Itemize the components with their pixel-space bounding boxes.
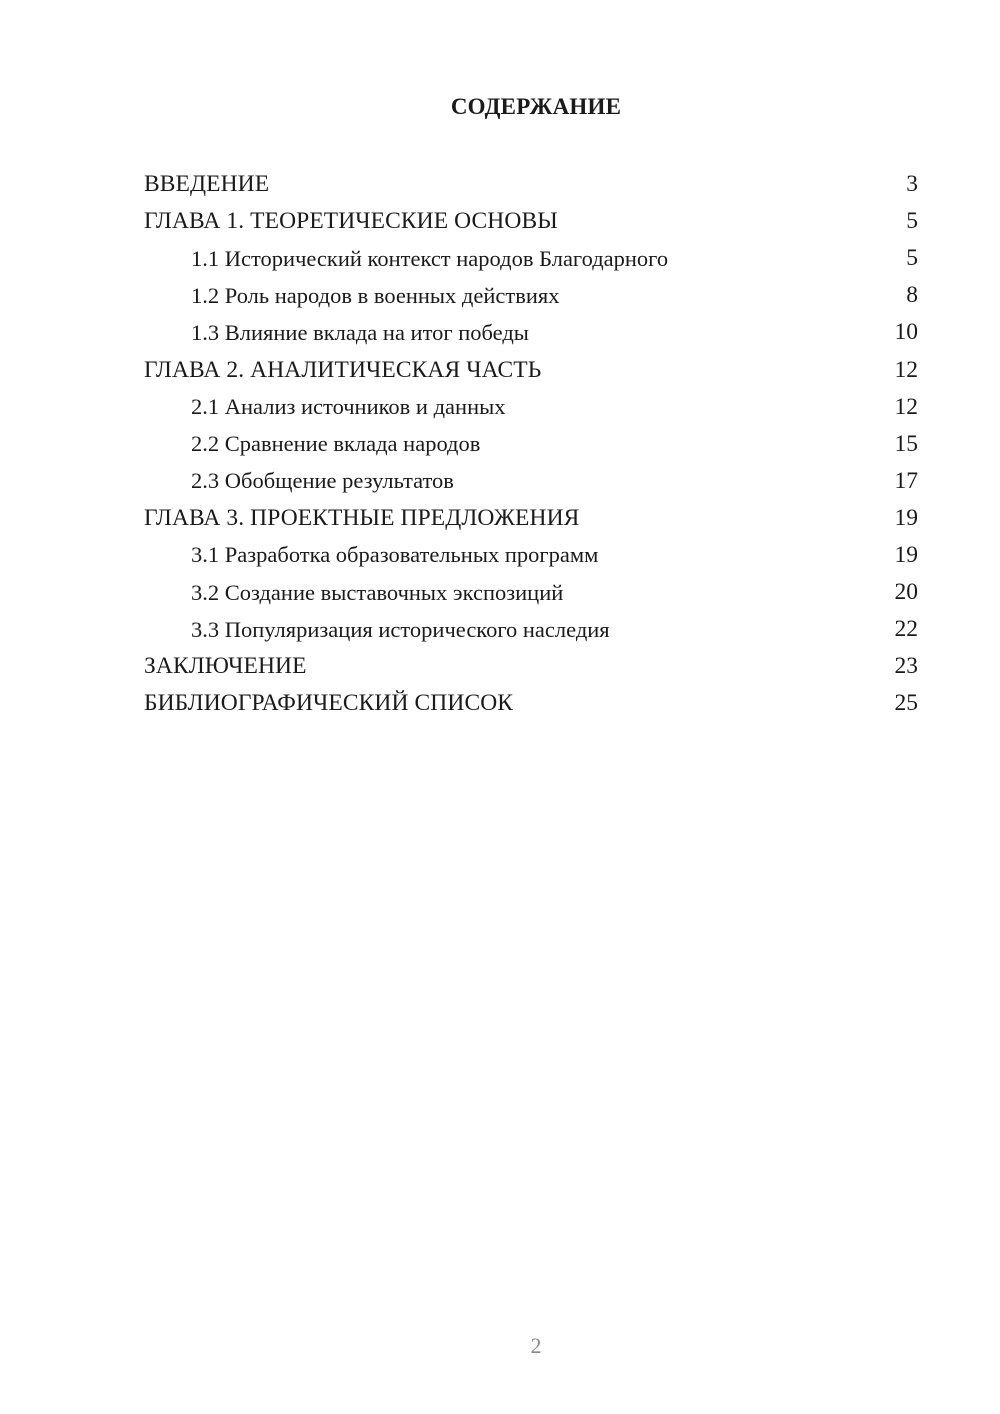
- toc-entry-section-3-2[interactable]: [144, 574, 918, 611]
- toc-entry-page: 19: [894, 541, 918, 568]
- toc-entry-page: 10: [894, 319, 918, 346]
- toc-entry-section-3-3[interactable]: [144, 611, 918, 648]
- toc-entry-page: 8: [906, 282, 918, 309]
- toc-entry-section-2-3[interactable]: [144, 463, 918, 500]
- toc-entry-chapter-1[interactable]: [144, 203, 918, 240]
- toc-entry-page: 22: [894, 616, 918, 643]
- toc-entry-section-1-2[interactable]: [144, 277, 918, 314]
- toc-entry-page: 5: [906, 208, 918, 235]
- toc-entry-label: 1.3 Влияние вклада на итог победы: [191, 319, 529, 345]
- toc-entry-bibliography[interactable]: [144, 685, 918, 722]
- toc-entry-label: 3.1 Разработка образовательных программ: [191, 542, 599, 568]
- table-of-contents: [144, 166, 918, 722]
- toc-entry-label: 1.1 Исторический контекст народов Благодарного: [191, 245, 669, 271]
- toc-entry-label: БИБЛИОГРАФИЧЕСКИЙ СПИСОК: [144, 690, 514, 717]
- page-number: 2: [530, 1333, 542, 1358]
- toc-entry-label: ГЛАВА 2. АНАЛИТИЧЕСКАЯ ЧАСТЬ: [144, 356, 542, 383]
- toc-entry-page: 12: [894, 356, 918, 383]
- toc-entry-label: 3.3 Популяризация исторического наследия: [191, 616, 610, 642]
- toc-entry-page: 5: [906, 245, 918, 272]
- toc-entry-label: 2.2 Сравнение вклада народов: [191, 431, 481, 457]
- toc-entry-label: 2.1 Анализ источников и данных: [191, 394, 506, 420]
- toc-entry-page: 19: [894, 504, 918, 531]
- toc-entry-label: ВВЕДЕНИЕ: [144, 171, 270, 198]
- toc-entry-page: 15: [894, 430, 918, 457]
- toc-entry-label: 1.2 Роль народов в военных действиях: [191, 282, 560, 308]
- toc-entry-page: 3: [906, 171, 918, 198]
- toc-entry-label: ГЛАВА 3. ПРОЕКТНЫЕ ПРЕДЛОЖЕНИЯ: [144, 504, 580, 531]
- toc-entry-section-1-3[interactable]: [144, 314, 918, 351]
- toc-entry-page: 25: [894, 690, 918, 717]
- toc-entry-section-1-1[interactable]: [144, 240, 918, 277]
- toc-entry-page: 20: [894, 579, 918, 606]
- toc-title: СОДЕРЖАНИЕ: [450, 94, 622, 119]
- toc-entry-section-2-2[interactable]: [144, 426, 918, 463]
- toc-entry-label: 3.2 Создание выставочных экспозиций: [191, 579, 564, 605]
- toc-entry-section-2-1[interactable]: [144, 389, 918, 426]
- toc-entry-label: 2.3 Обобщение результатов: [191, 468, 454, 494]
- toc-entry-introduction[interactable]: [144, 166, 918, 203]
- toc-entry-label: ГЛАВА 1. ТЕОРЕТИЧЕСКИЕ ОСНОВЫ: [144, 208, 558, 235]
- toc-entry-chapter-3[interactable]: [144, 500, 918, 537]
- toc-entry-label: ЗАКЛЮЧЕНИЕ: [144, 653, 307, 680]
- toc-entry-page: 23: [894, 653, 918, 680]
- toc-entry-chapter-2[interactable]: [144, 351, 918, 388]
- toc-entry-page: 12: [894, 393, 918, 420]
- toc-entry-page: 17: [894, 467, 918, 494]
- toc-entry-conclusion[interactable]: [144, 648, 918, 685]
- toc-entry-section-3-1[interactable]: [144, 537, 918, 574]
